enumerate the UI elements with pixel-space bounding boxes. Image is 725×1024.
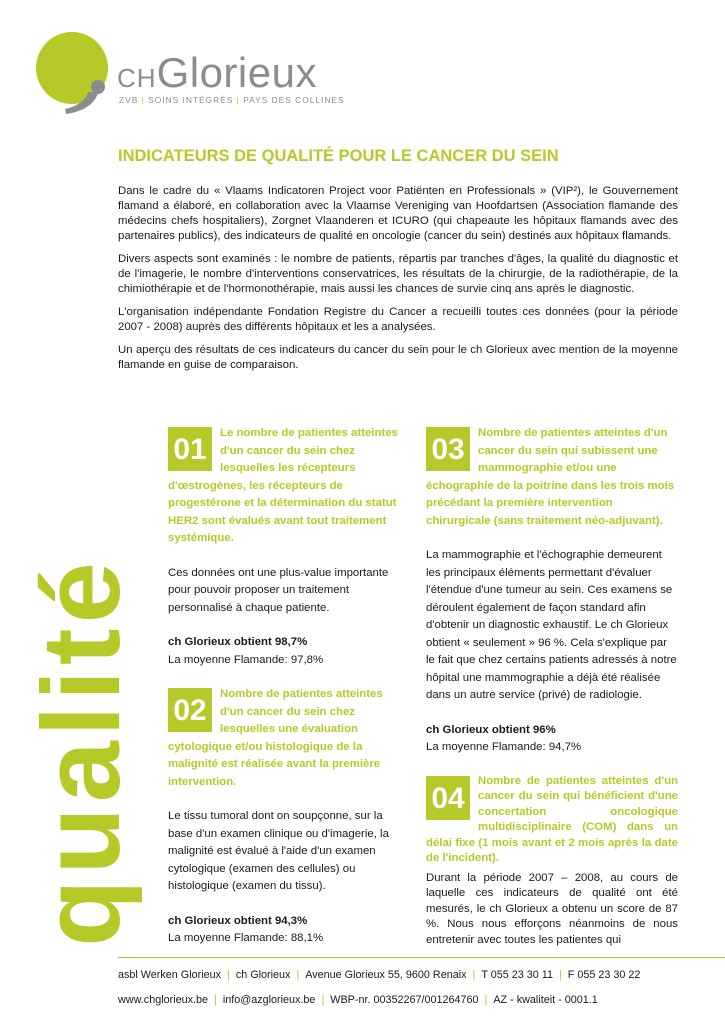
logo-mark-icon [32, 30, 122, 120]
indicator-body: Ces données ont une plus-value importante pour pouvoir proposer un traitement personnalisé à chaque patiente. [168, 566, 389, 614]
logo-name: Glorieux [156, 49, 317, 96]
indicator-average: La moyenne Flamande: 88,1% [168, 932, 324, 944]
indicator-heading: Le nombre de patientes atteintes d'un cancer du sein chez lesquelles les récepteurs d'œstrogènes, les récepteurs de progestérone et la détermination du statut HER2 sont évalués avant tout traitement systémique. [168, 427, 398, 544]
footer-separator: | [227, 969, 230, 981]
footer-registration: WBP-nr. 00352267/001264760 [330, 994, 479, 1006]
footer-website-link[interactable]: www.chglorieux.be [118, 994, 209, 1006]
indicator-heading: Nombre de patientes atteintes d'un cancer du sein qui subissent une mammographie et/ou une échographie de la poitrine dans les trois mois précédant la première intervention chirurgicale (sans traitement néo-adjuvant). [426, 427, 675, 527]
intro-paragraph: Dans le cadre du « Vlaams Indicatoren Project voor Patiënten en Professionals » (VIP²), le Gouvernement flamand a élaboré, en collaboration avec la Vlaamse Vereniging van Hoofdartsen (Association flamande des médecins chefs hospitaliers), Zorgnet Vlaanderen et ICURO (qui chapeaute les hôpitaux flamands avec des partenaires publics), des indicateurs de qualité en oncologie (cancer du sein) destinés aux hôpitaux flamands. [118, 185, 678, 242]
intro-paragraph: Divers aspects sont examinés : le nombre de patients, répartis par tranches d'âges, la qualité du diagnostic et de l'imagerie, le nombre d'interventions conservatrices, les résultats de la chirurgie, de la radiothérapie, de la chimiothérapie et de l'hormonothérapie, mais aussi les chances de survie cinq ans après le diagnostic. [118, 253, 678, 295]
intro-paragraph: Un aperçu des résultats de ces indicateurs du cancer du sein pour le ch Glorieux avec mention de la moyenne flamande en guise de comparaison. [118, 344, 678, 371]
indicator-body: La mammographie et l'échographie demeurent les principaux éléments permettant d'évaluer l'étendue d'une tumeur au sein. Ces examens se déroulent également de façon standard afin d'obtenir un diagnostic exhaustif. Le ch Glorieux obtient « seulement » 96 %. Cela s'explique par le fait que chez certains patients adressés à notre hôpital une mammographie a déjà été réalisée dans un autre service (privé) de radiologie. [426, 549, 677, 701]
footer-separator: | [472, 969, 476, 981]
indicator-block-01 [168, 425, 406, 669]
indicator-number-badge: 03 [426, 427, 470, 471]
side-word-text: qualité [20, 557, 143, 947]
tagline-part: PAYS DES COLLINES [243, 95, 345, 105]
indicator-result: ch Glorieux obtient 94,3% [168, 914, 308, 927]
footer-separator: | [214, 994, 217, 1006]
footer-separator: | [558, 969, 562, 981]
logo-tagline [119, 95, 345, 105]
indicator-number-badge: 02 [168, 688, 212, 732]
footer-org: asbl Werken Glorieux [118, 969, 222, 981]
footer-address [118, 969, 640, 981]
indicator-body: Le tissu tumoral dont on soupçonne, sur la base d'un examen clinique ou d'imagerie, la malignité est évalué à l'aide d'un examen cytologique (examen des cellules) ou histologique (examen du tissu). [168, 810, 389, 892]
logo-wordmark [117, 49, 317, 96]
indicator-block-03 [426, 425, 678, 757]
footer-separator: | [321, 994, 325, 1006]
intro-paragraph: L'organisation indépendante Fondation Registre du Cancer a recueilli toutes ces données (pour la période 2007 - 2008) auprès des différents hôpitaux et les a analysées. [118, 306, 678, 333]
logo-ch: CH [117, 63, 157, 93]
tagline-separator: | [141, 95, 145, 105]
footer-divider [118, 957, 725, 958]
footer-hospital: ch Glorieux [235, 969, 291, 981]
indicator-block-04 [426, 774, 678, 949]
indicator-body: Durant la période 2007 – 2008, au cours de laquelle ces indicateurs de qualité ont été mesurés, le ch Glorieux a obtenu un score de 87 %. Nous nous efforçons néanmoins de nous entretenir avec toutes les patientes qui [426, 871, 678, 946]
indicator-result: ch Glorieux obtient 96% [426, 723, 556, 736]
footer-contact [118, 994, 598, 1006]
indicator-column-left [168, 425, 406, 948]
indicator-block-02 [168, 686, 406, 948]
indicator-heading: Nombre de patientes atteintes d'un cancer du sein chez lesquelles une évaluation cytologique et/ou histologique de la malignité est réalisée avant la première intervention. [168, 688, 383, 788]
footer-street: Avenue Glorieux 55, 9600 Renaix [305, 969, 467, 981]
indicator-heading: Nombre de patientes atteintes d'un cancer du sein qui bénéficient d'une concertation oncologique multidisciplinaire (COM) dans un délai fixe (1 mois avant et 2 mois après la date de l'incident). [426, 774, 678, 864]
intro-text [118, 184, 678, 381]
indicator-number-badge: 01 [168, 427, 212, 471]
indicator-average: La moyenne Flamande: 97,8% [168, 653, 324, 666]
side-word [20, 527, 143, 977]
footer-separator: | [484, 994, 488, 1006]
tagline-part: SOINS INTÉGRÉS [148, 95, 234, 105]
tagline-part: ZVB [119, 95, 139, 105]
footer-document-code: AZ - kwaliteit - 0001.1 [493, 994, 598, 1006]
indicator-number-badge: 04 [426, 776, 470, 820]
tagline-separator: | [236, 95, 240, 105]
footer-fax: F 055 23 30 22 [567, 969, 641, 981]
indicator-result: ch Glorieux obtient 98,7% [168, 636, 308, 648]
footer-phone: T 055 23 30 11 [481, 969, 553, 981]
indicator-column-right [426, 425, 678, 949]
footer-separator: | [296, 969, 300, 981]
indicator-average: La moyenne Flamande: 94,7% [426, 741, 582, 753]
footer-email-link[interactable]: info@azglorieux.be [222, 994, 316, 1006]
page-title: INDICATEURS DE QUALITÉ POUR LE CANCER DU SEIN [118, 147, 559, 165]
